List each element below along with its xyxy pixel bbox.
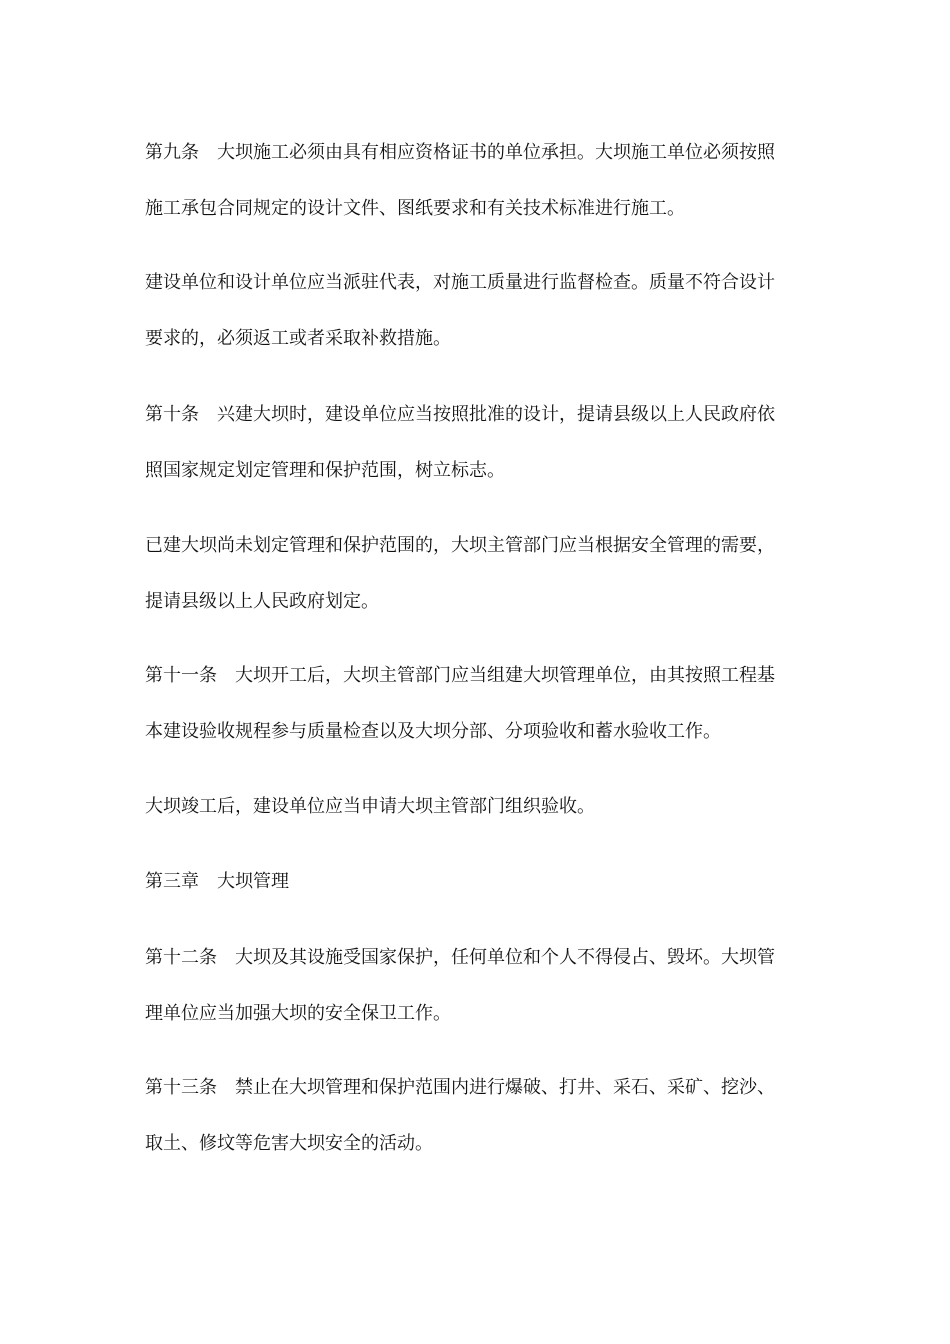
paragraph-line: 第十三条 禁止在大坝管理和保护范围内进行爆破、打井、采石、采矿、挖沙、 — [145, 1077, 775, 1098]
paragraph-line: 施工承包合同规定的设计文件、图纸要求和有关技术标准进行施工。 — [145, 198, 685, 219]
paragraph-line: 第三章 大坝管理 — [145, 871, 289, 892]
article-12-paragraph — [145, 930, 815, 1042]
paragraph-line: 取土、修坟等危害大坝安全的活动。 — [145, 1133, 433, 1154]
paragraph-line: 大坝竣工后，建设单位应当申请大坝主管部门组织验收。 — [145, 796, 595, 817]
paragraph-line: 第十条 兴建大坝时，建设单位应当按照批准的设计，提请县级以上人民政府依 — [145, 404, 775, 425]
article-11-sub-paragraph — [145, 779, 815, 835]
article-label: 第十三条 — [145, 1077, 217, 1098]
paragraph-line: 要求的，必须返工或者采取补救措施。 — [145, 328, 451, 349]
article-9-paragraph — [145, 125, 815, 237]
article-label: 第九条 — [145, 142, 199, 163]
article-10-paragraph — [145, 387, 815, 499]
paragraph-line: 已建大坝尚未划定管理和保护范围的，大坝主管部门应当根据安全管理的需要， — [145, 535, 775, 556]
article-11-paragraph — [145, 648, 815, 760]
paragraph-line: 提请县级以上人民政府划定。 — [145, 591, 379, 612]
paragraph-line: 理单位应当加强大坝的安全保卫工作。 — [145, 1003, 451, 1024]
article-label: 第十二条 — [145, 947, 217, 968]
article-10-sub-paragraph — [145, 518, 815, 630]
article-label: 第十条 — [145, 404, 199, 425]
article-13-paragraph — [145, 1060, 815, 1172]
chapter-3-heading — [145, 854, 815, 910]
paragraph-line: 第九条 大坝施工必须由具有相应资格证书的单位承担。大坝施工单位必须按照 — [145, 142, 775, 163]
article-9-sub-paragraph — [145, 255, 815, 367]
paragraph-line: 本建设验收规程参与质量检查以及大坝分部、分项验收和蓄水验收工作。 — [145, 721, 721, 742]
paragraph-line: 照国家规定划定管理和保护范围，树立标志。 — [145, 460, 505, 481]
paragraph-line: 第十二条 大坝及其设施受国家保护，任何单位和个人不得侵占、毁坏。大坝管 — [145, 947, 775, 968]
paragraph-line: 第十一条 大坝开工后，大坝主管部门应当组建大坝管理单位，由其按照工程基 — [145, 665, 775, 686]
article-label: 第十一条 — [145, 665, 217, 686]
chapter-label: 第三章 — [145, 871, 199, 892]
paragraph-line: 建设单位和设计单位应当派驻代表，对施工质量进行监督检查。质量不符合设计 — [145, 272, 775, 293]
